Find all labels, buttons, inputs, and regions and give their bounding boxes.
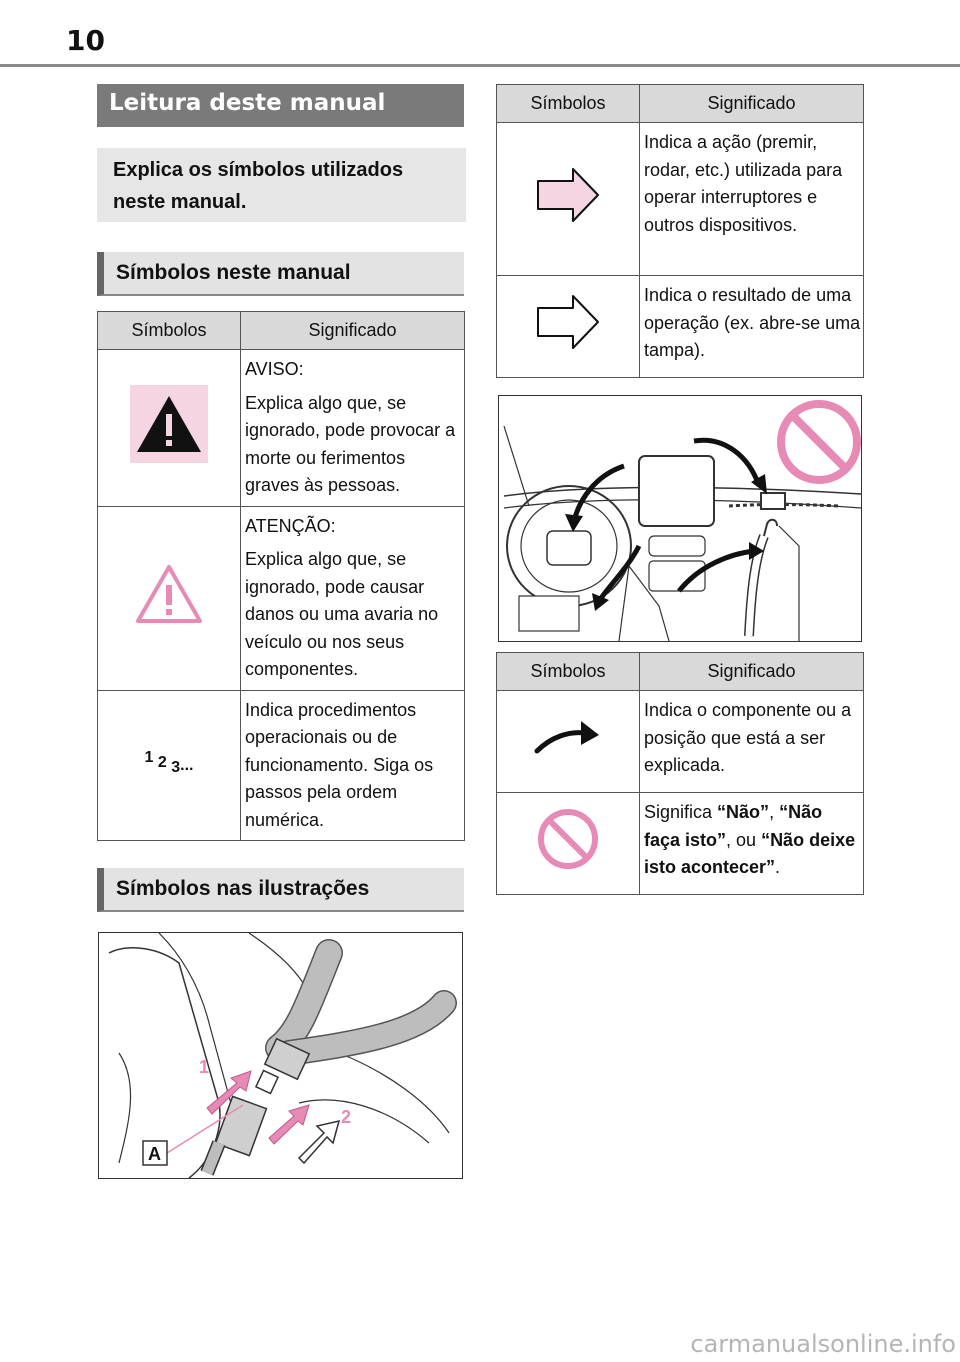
top-rule: [0, 64, 960, 67]
symbols-table-2: [496, 84, 864, 378]
prohibition-text: Significa “Não”, “Não faça isto”, ou “Não deixe isto acontecer”.: [644, 802, 856, 877]
header-meaning: Significado: [640, 653, 864, 691]
header-meaning: Significado: [640, 85, 864, 123]
header-symbols: Símbolos: [497, 85, 640, 123]
table-row: [497, 123, 864, 276]
table-row: [497, 793, 864, 895]
section-heading-symbols: Símbolos neste manual: [97, 252, 464, 296]
table-row: [98, 690, 465, 841]
outline-arrow-text: Indica o resultado de uma operação (ex. abre-se uma tampa).: [644, 285, 861, 360]
steps-text: Indica procedimentos operacionais ou de funcionamento. Siga os passos pela ordem numérica.: [245, 699, 434, 830]
dashboard-illustration: [498, 395, 862, 642]
curved-arrow-text: Indica o componente ou a posição que está a ser explicada.: [644, 700, 852, 775]
svg-text:2: 2: [341, 1107, 352, 1127]
section-heading-illustrations: Símbolos nas ilustrações: [97, 868, 464, 912]
header-meaning: Significado: [241, 312, 465, 350]
outline-arrow-icon: [535, 294, 601, 350]
table-row: [497, 691, 864, 793]
table-row: [98, 506, 465, 690]
seatbelt-illustration: [98, 932, 463, 1179]
caution-triangle-icon: [134, 563, 204, 625]
table-row: [497, 276, 864, 378]
watermark: carmanualsonline.info: [690, 1330, 956, 1358]
page-number: 10: [66, 24, 105, 57]
header-symbols: Símbolos: [98, 312, 241, 350]
curved-arrow-icon: [533, 717, 603, 757]
pink-arrow-icon: [535, 167, 601, 223]
table-row: [98, 350, 465, 507]
chapter-title: Leitura deste manual: [97, 84, 464, 127]
aviso-label: AVISO:: [245, 359, 304, 379]
atencao-label: ATENÇÃO:: [245, 515, 336, 536]
symbols-table-1: [97, 311, 465, 841]
intro-box: Explica os símbolos utilizados neste manual.: [97, 148, 466, 222]
aviso-text: Explica algo que, se ignorado, pode provocar a morte ou ferimentos graves às pessoas.: [245, 392, 456, 495]
header-symbols: Símbolos: [497, 653, 640, 691]
svg-text:1: 1: [199, 1057, 210, 1077]
steps-123-icon: 1 2 3...: [144, 748, 194, 776]
pink-arrow-text: Indica a ação (premir, rodar, etc.) utilizada para operar interruptores e outros dispositivos.: [644, 132, 843, 235]
symbols-table-3: [496, 652, 864, 895]
prohibition-icon: [535, 806, 601, 872]
atencao-text: Explica algo que, se ignorado, pode causar danos ou uma avaria no veículo ou nos seus componentes.: [245, 549, 439, 679]
warning-triangle-icon: [129, 384, 209, 464]
svg-text:A: A: [148, 1144, 161, 1164]
